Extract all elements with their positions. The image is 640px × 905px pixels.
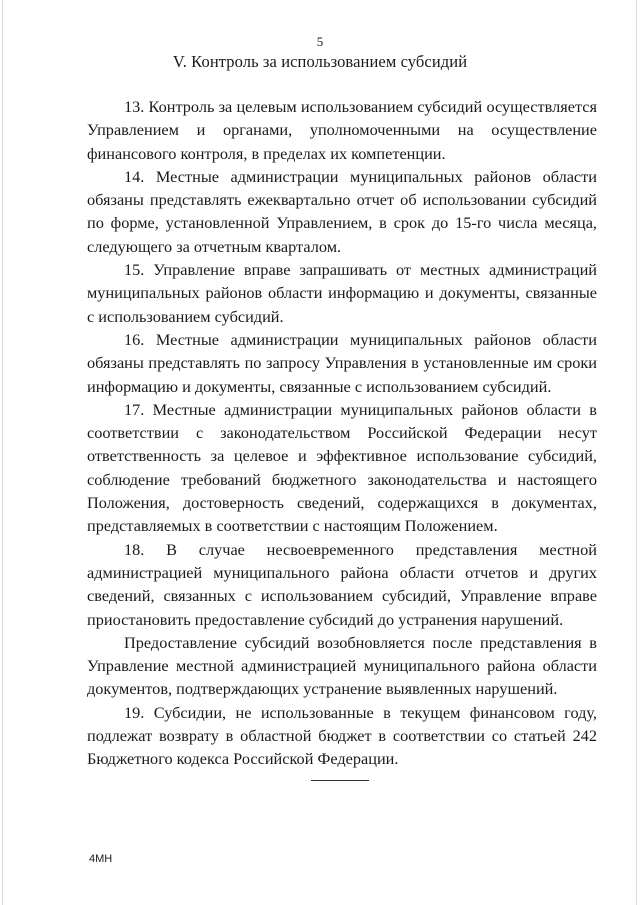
scan-edge-left — [2, 0, 3, 905]
scan-edge-right — [636, 0, 637, 905]
paragraph-18-continuation: Предоставление субсидий возобновляется после представления в Управление местной администрацией муниципального района области документов, подтверждающих устранение выявленных нарушений. — [87, 632, 597, 699]
paragraph-18: 18. В случае несвоевременного представления местной администрацией муниципального района области отчетов и других сведений, связанных с использованием субсидий, Управление вправе приостановить предоставление субсидий до устранения нарушений. — [87, 539, 597, 629]
page-number: 5 — [316, 34, 324, 49]
paragraph-16: 16. Местные администрации муниципальных районов области обязаны представлять по запросу Управления в установленные им сроки информацию и документы, связанные с использованием субсидий. — [87, 329, 597, 396]
paragraph-17: 17. Местные администрации муниципальных районов области в соответствии с законодательством Российской Федерации несут ответственность за целевое и эффективное использование субсидий, соблюдение требований бюджетного законодательства и настоящего Положения, достоверность сведений, содержащихся в документах, представляемых в соответствии с настоящим Положением. — [87, 399, 597, 536]
body-text — [87, 95, 597, 771]
paragraph-19: 19. Субсидии, не использованные в текущем финансовом году, подлежат возврату в областной бюджет в соответствии со статьей 242 Бюджетного кодекса Российской Федерации. — [87, 702, 597, 769]
paragraph-15: 15. Управление вправе запрашивать от местных администраций муниципальных районов области информацию и документы, связанные с использованием субсидий. — [87, 260, 597, 326]
section-title: V. Контроль за использованием субсидий — [172, 52, 468, 71]
footer-code: 4МН — [89, 853, 113, 865]
paragraph-14: 14. Местные администрации муниципальных районов области обязаны представлять ежеквартально отчет об использовании субсидий по форме, установленной Управлением, в срок до 15-го числа месяца, следующего за отчетным кварталом. — [87, 166, 597, 256]
end-divider-line — [311, 780, 369, 781]
paragraph-13: 13. Контроль за целевым использованием субсидий осуществляется Управлением и органами, уполномоченными на осуществление финансового контроля, в пределах их компетенции. — [87, 97, 597, 163]
